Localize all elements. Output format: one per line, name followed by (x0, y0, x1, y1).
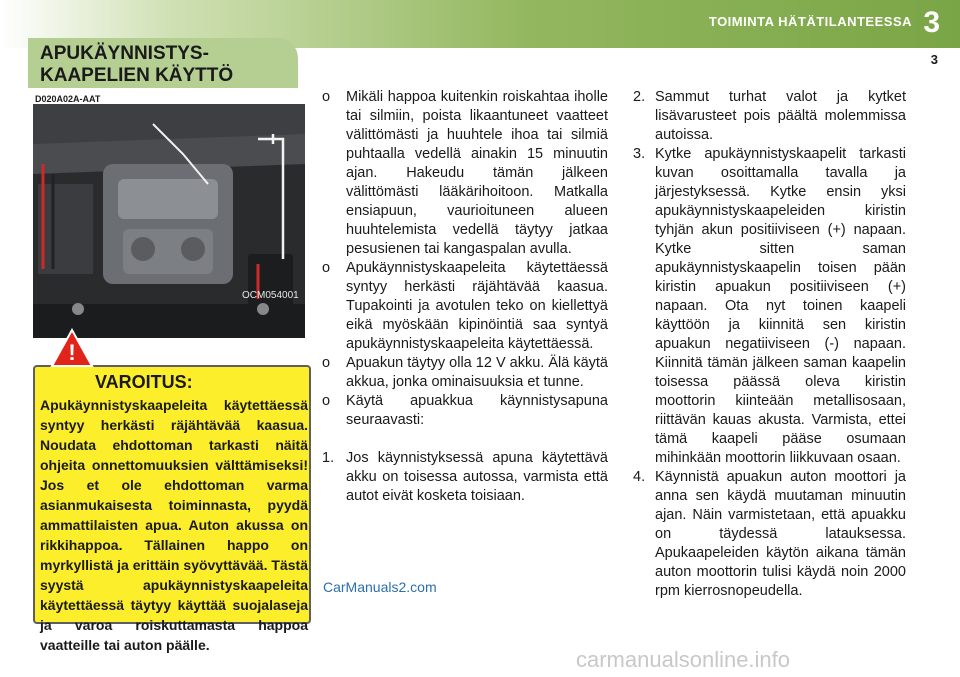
watermark-text: carmanualsonline.info (576, 647, 791, 672)
column-3 (633, 88, 906, 601)
column-2 (322, 88, 608, 506)
bullet-text: Apuakun täytyy olla 12 V akku. Älä käytä akkua, jonka ominaisuuksia et tunne. (346, 355, 608, 390)
list-item (633, 468, 906, 601)
bullet-marker: o (322, 89, 331, 105)
chapter-number: 3 (923, 6, 940, 39)
carmanuals-link[interactable]: CarManuals2.com (323, 579, 437, 595)
list-item (633, 145, 906, 468)
bullet-marker: o (322, 355, 331, 371)
page-title-line2: KAAPELIEN KÄYTTÖ (40, 65, 234, 86)
list-item (322, 259, 608, 354)
page-number: 3 (930, 52, 938, 67)
step-number: 2. (633, 89, 646, 105)
page-title (40, 43, 233, 87)
step-number: 1. (322, 450, 335, 466)
list-item (633, 88, 906, 145)
svg-text:!: ! (68, 340, 76, 365)
warning-body: Apukäynnistyskaapeleita käytettäessä syntyy herkästi räjähtävää kaasua. Noudata ehdottoman tarkasti näitä ohjeita onnettomuuksien välttämiseksi! Jos et ole ehdottoman varma asianmukaisesta toiminnasta, pyydä ammattilaisten apua. Auton akussa on rikkihappoa. Tällainen happo on myrkyllistä ja erittäin syövyttävää. Tästä syystä apukäynnistyskaapeleita käytettäessä täytyy käyttää suojalaseja ja varoa roiskuttamasta happoa vaatteille tai auton päälle. (40, 397, 308, 653)
list-item (322, 88, 608, 259)
warning-triangle-icon (50, 328, 94, 373)
bullet-text: Käytä apuakkua käynnistysapuna seuraavasti: (346, 393, 608, 428)
step-number: 3. (633, 146, 646, 162)
list-item (322, 392, 608, 430)
step-text: Sammut turhat valot ja kytket lisävarusteet pois päältä molemmissa autoissa. (655, 89, 906, 143)
section-title: TOIMINTA HÄTÄTILANTEESSA (708, 14, 912, 29)
bullet-marker: o (322, 260, 331, 276)
list-item (322, 354, 608, 392)
spacer (322, 430, 608, 449)
engine-bay-photo (33, 104, 305, 338)
bullet-text: Mikäli happoa kuitenkin roiskahtaa iholle tai silmiin, poista likaantuneet vaatteet välittömästi ja huuhtele ihoa tai silmiä puhtaalla vedellä ainakin 15 minuutin ajan. Hakeudu tämän jälkeen välittömästi lääkärihoitoon. Matkalla ensiapuun, vaurioituneen alueen huuhtelemista vedellä täytyy jatkaa pesusienen tai kangaspalan avulla. (346, 89, 608, 257)
list-item (322, 449, 608, 506)
page-title-line1: APUKÄYNNISTYS- (40, 43, 209, 64)
step-text: Jos käynnistyksessä apuna käytettävä akku on toisessa autossa, varmista että autot eivät kosketa toisiaan. (346, 450, 608, 504)
step-number: 4. (633, 469, 646, 485)
step-text: Kytke apukäynnistyskaapelit tarkasti kuvan osoittamalla tavalla ja järjestyksessä. Kytke ensin yksi apukäynnistyskaapeleiden kiristin tyhjän akun positiiviseen (+) napaan. Kytke sitten saman apukäynnistyskaapelin toisen pään kiristin apuakun positiiviseen (+) napaan. Ota nyt toinen kaapeli käyttöön ja kiinnitä sen kiristin apuakun negatiiviseen (-) napaan. Kiinnitä tämän jälkeen saman kaapelin toisessa päässä oleva kiristin moottorin kiinteään metallisosaan, riittävän kauas akusta. Varmista, ettei tämä kaapeli pääse osumaan mihinkään moottorin liikkuvaan osaan. (655, 146, 906, 466)
step-text: Käynnistä apuakun auton moottori ja anna sen käydä muutaman minuutin ajan. Näin varmistetaan, että apuakku on täydessä latauksessa. Apukaapeleiden käytön aikana tämän auton moottorin tulisi käydä noin 2000 rpm kierrosnopeudella. (655, 469, 906, 599)
doc-code: D020A02A-AAT (35, 94, 101, 104)
bullet-text: Apukäynnistyskaapeleita käytettäessä syntyy herkästi räjähtävää kaasua. Tupakointi ja avotulen teko on kiellettyä eikä myöskään kipinöintiä saa syntyä apukäynnistyskaapeleita käytettäessä. (346, 260, 608, 352)
photo-id-label: OCM054001 (242, 290, 299, 301)
warning-title: VAROITUS: (95, 372, 193, 392)
bullet-marker: o (322, 393, 331, 409)
